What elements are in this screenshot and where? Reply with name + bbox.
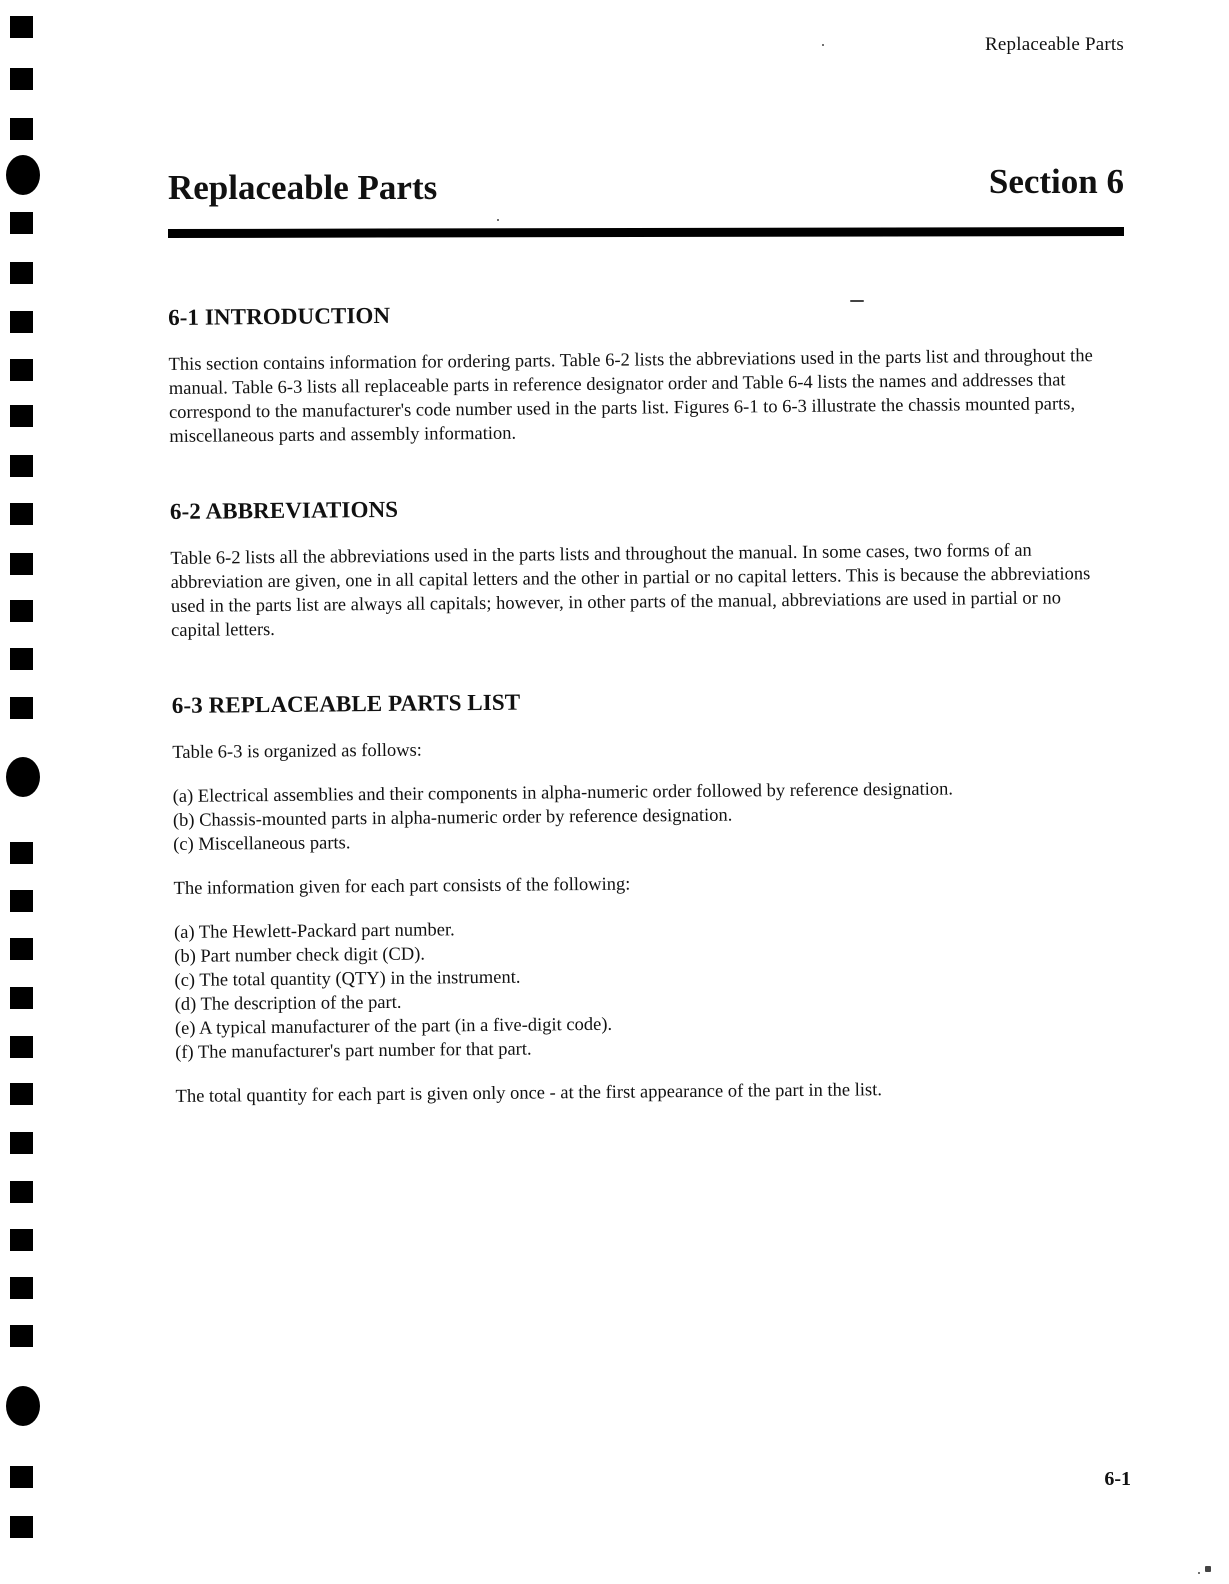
punch-hole xyxy=(10,1516,33,1538)
list-item: (b) Part number check digit (CD). xyxy=(174,944,426,967)
section-abbreviations xyxy=(170,490,1111,643)
punch-hole xyxy=(10,1277,33,1299)
list-item: (e) A typical manufacturer of the part (in a five-digit code). xyxy=(174,1014,613,1039)
organization-list xyxy=(173,776,1114,857)
scan-speck xyxy=(850,300,864,302)
closing-note: The total quantity for each part is given only once - at the first appearance of the part in the list. xyxy=(175,1080,883,1107)
document-body xyxy=(168,296,1116,1109)
punch-hole xyxy=(10,262,33,284)
section-introduction xyxy=(168,296,1109,449)
punch-hole xyxy=(10,212,33,234)
punch-hole xyxy=(10,503,33,525)
running-header: Replaceable Parts xyxy=(985,34,1124,55)
punch-hole xyxy=(10,600,33,622)
page-number: 6-1 xyxy=(1104,1468,1131,1490)
section-heading: 6-2 ABBREVIATIONS xyxy=(169,496,399,524)
section-paragraph: Table 6-2 lists all the abbreviations used in the parts lists and throughout the manual. In some cases, two forms of an abbreviation are given, one in all capital letters and the other in partial or no capital letters. This is because the abbreviations used in the parts list are always all capitals; however, in other parts of the manual, abbreviations are used in partial or no capital letters. xyxy=(170,540,1091,641)
info-intro: The information given for each part consists of the following: xyxy=(173,874,631,899)
binding-holes xyxy=(0,0,42,1584)
punch-hole xyxy=(10,16,33,38)
info-list xyxy=(174,912,1115,1065)
punch-hole xyxy=(10,987,33,1009)
binder-ring-hole xyxy=(6,757,40,797)
punch-hole xyxy=(10,553,33,575)
section-paragraph: This section contains information for ordering parts. Table 6-2 lists the abbreviations used in the parts list and throughout the manual. Table 6-3 lists all replaceable parts in reference designator order and Table 6-4 lists the names and addresses that correspond to the manufacturer's code number used in the parts list. Figures 6-1 to 6-3 illustrate the chassis mounted parts, miscellaneous parts and assembly information. xyxy=(168,346,1093,447)
punch-hole xyxy=(10,1036,33,1058)
section-label: Section 6 xyxy=(988,162,1124,201)
scan-speck xyxy=(1205,1566,1211,1572)
section-heading: 6-3 REPLACEABLE PARTS LIST xyxy=(171,689,521,718)
punch-hole xyxy=(10,1466,33,1488)
binder-ring-hole xyxy=(6,1386,40,1426)
scan-speck xyxy=(822,44,824,46)
parts-list-intro: Table 6-3 is organized as follows: xyxy=(172,740,422,763)
punch-hole xyxy=(10,1325,33,1347)
punch-hole xyxy=(10,648,33,670)
list-item: (c) Miscellaneous parts. xyxy=(173,833,351,855)
punch-hole xyxy=(10,1229,33,1251)
list-item: (b) Chassis-mounted parts in alpha-numeric order by reference designation. xyxy=(172,805,733,831)
punch-hole xyxy=(10,1132,33,1154)
section-heading: 6-1 INTRODUCTION xyxy=(168,302,391,330)
punch-hole xyxy=(10,359,33,381)
punch-hole xyxy=(10,938,33,960)
list-item: (a) Electrical assemblies and their components in alpha-numeric order followed by reference designation. xyxy=(172,779,954,807)
scan-speck xyxy=(497,219,499,221)
punch-hole xyxy=(10,405,33,427)
punch-hole xyxy=(10,455,33,477)
punch-hole xyxy=(10,1083,33,1105)
section-parts-list xyxy=(172,684,1116,1109)
list-item: (f) The manufacturer's part number for that part. xyxy=(175,1039,532,1063)
punch-hole xyxy=(10,68,33,90)
punch-hole xyxy=(10,311,33,333)
list-item: (a) The Hewlett-Packard part number. xyxy=(173,920,455,943)
punch-hole xyxy=(10,697,33,719)
punch-hole xyxy=(10,118,33,140)
list-item: (c) The total quantity (QTY) in the instrument. xyxy=(174,967,521,991)
scan-speck xyxy=(1198,1572,1200,1574)
binder-ring-hole xyxy=(6,155,40,195)
title-rule xyxy=(168,227,1124,238)
page-title: Replaceable Parts xyxy=(168,168,438,207)
punch-hole xyxy=(10,842,33,864)
punch-hole xyxy=(10,1181,33,1203)
punch-hole xyxy=(10,890,33,912)
list-item: (d) The description of the part. xyxy=(174,992,402,1015)
